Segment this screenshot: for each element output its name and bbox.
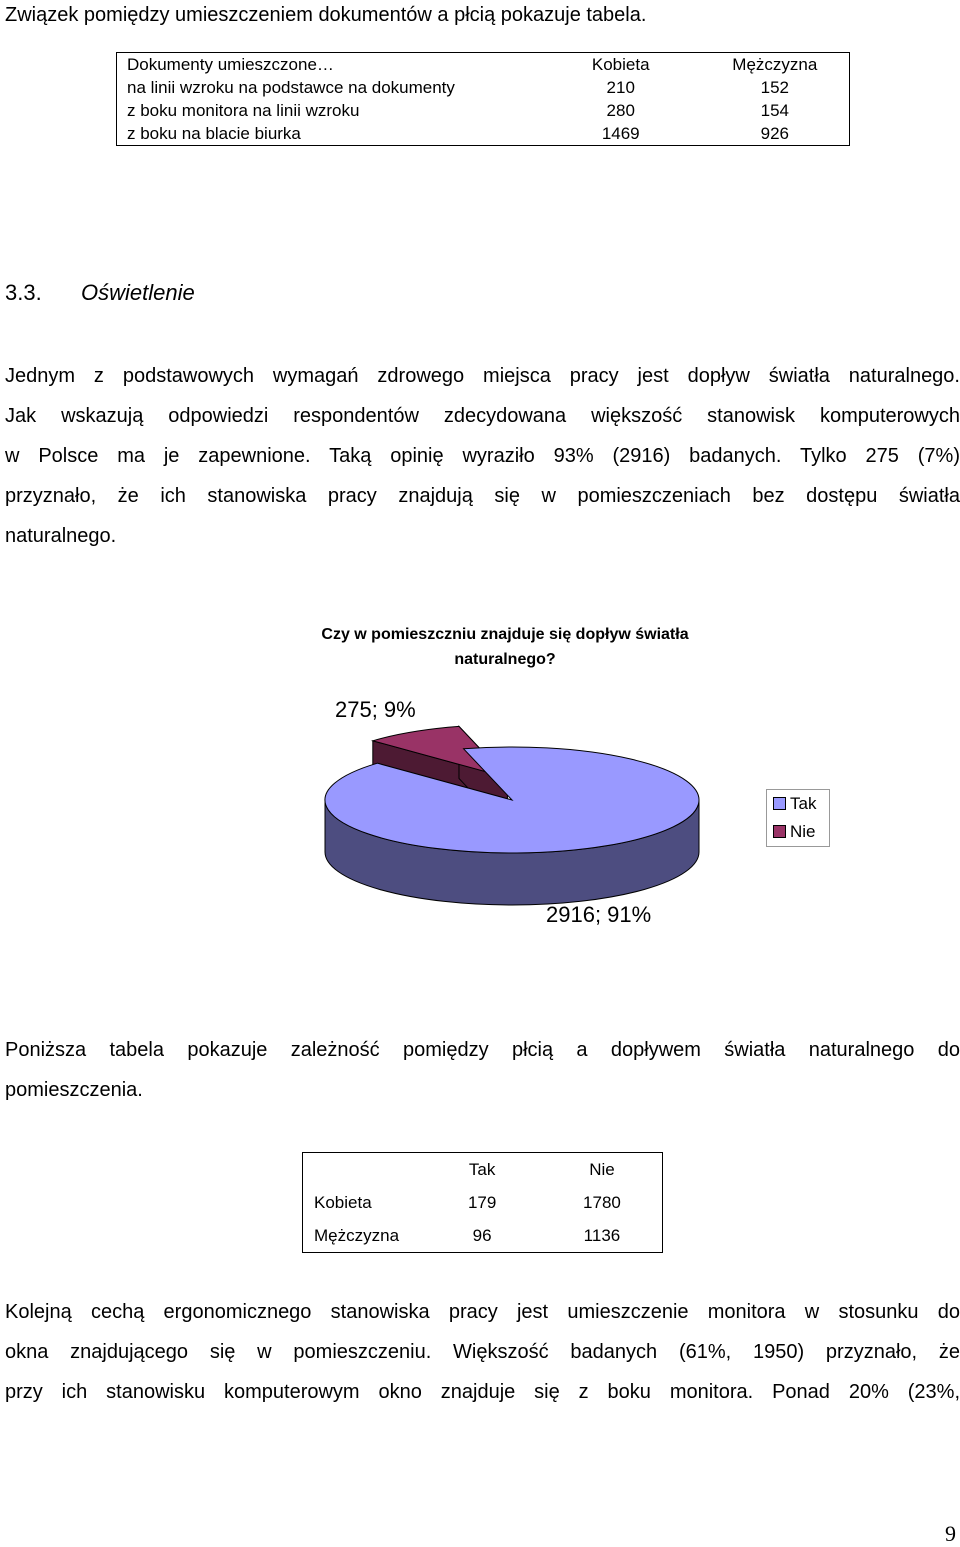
paragraph-line: w Polsce ma je zapewnione. Taką opinię wyraziło 93% (2916) badanych. Tylko 275 (7%) (5, 445, 960, 467)
legend-label: Tak (790, 794, 817, 813)
data-label-tak: 2916; 91% (546, 902, 652, 927)
table-cell: 280 (606, 101, 635, 120)
header-cell: Tak (468, 1160, 496, 1179)
header-cell: Nie (589, 1160, 615, 1179)
table-cell: 96 (472, 1226, 492, 1245)
table-cell: 1469 (601, 124, 640, 143)
table-cell: 1780 (583, 1193, 621, 1212)
chart-title-line: naturalnego? (454, 651, 556, 668)
paragraph-line: okna znajdującego się w pomieszczeniu. Większość badanych (61%, 1950) przyznało, że (5, 1341, 960, 1363)
legend-item-tak (773, 794, 816, 814)
table-header-row (303, 1153, 663, 1187)
paragraph-monitor-window (5, 1292, 960, 1412)
header-cell: Dokumenty umieszczone… (127, 55, 334, 74)
row-label: z boku monitora na linii wzroku (127, 101, 360, 120)
intro-text: Związek pomiędzy umieszczeniem dokumentów a płcią pokazuje tabela. (5, 4, 647, 26)
paragraph-line: naturalnego. (5, 525, 117, 547)
paragraph-line: Jak wskazują odpowiedzi respondentów zdecydowana większość stanowisk komputerowych (5, 405, 960, 427)
page-number: 9 (945, 1521, 956, 1546)
table-cell: 926 (760, 124, 789, 143)
table-cell: 152 (760, 78, 789, 97)
chart-legend (766, 789, 830, 847)
paragraph-line: Poniższa tabela pokazuje zależność pomiędzy płcią a dopływem światła naturalnego do (5, 1039, 960, 1061)
row-label: na linii wzroku na podstawce na dokumenty (127, 78, 455, 97)
table-row (303, 1186, 663, 1219)
data-label-nie: 275; 9% (335, 697, 416, 722)
section-title: Oświetlenie (81, 280, 195, 305)
table-row (303, 1219, 663, 1253)
paragraph-line: przyznało, że ich stanowiska pracy znajdują się w pomieszczeniach bez dostępu światła (5, 485, 960, 507)
legend-swatch-tak (773, 797, 786, 810)
paragraph-line: Kolejną cechą ergonomicznego stanowiska pracy jest umieszczenie monitora w stosunku do (5, 1301, 960, 1323)
table-cell: 154 (760, 101, 789, 120)
header-cell: Mężczyzna (732, 55, 818, 74)
paragraph-gender-light (5, 1030, 960, 1110)
header-cell (303, 1153, 423, 1187)
table-cell: 210 (606, 78, 635, 97)
gender-light-table (302, 1152, 663, 1253)
legend-item-nie (773, 822, 816, 842)
legend-label: Nie (790, 822, 816, 841)
row-label: Kobieta (314, 1193, 372, 1212)
chart-title-line: Czy w pomieszczniu znajduje się dopływ światła (321, 626, 689, 643)
legend-swatch-nie (773, 825, 786, 838)
row-label: z boku na blacie biurka (127, 124, 301, 143)
paragraph-line: pomieszczenia. (5, 1079, 143, 1101)
paragraph-line: Jednym z podstawowych wymagań zdrowego miejsca pracy jest dopływ światła naturalnego. (5, 365, 960, 387)
table-cell: 1136 (583, 1226, 621, 1245)
header-cell: Kobieta (591, 55, 650, 74)
section-number: 3.3. (5, 280, 42, 305)
paragraph-line: przy ich stanowisku komputerowym okno znajduje się z boku monitora. Ponad 20% (23%, (5, 1381, 960, 1403)
row-label: Mężczyzna (314, 1226, 400, 1245)
table-cell: 179 (467, 1193, 497, 1212)
